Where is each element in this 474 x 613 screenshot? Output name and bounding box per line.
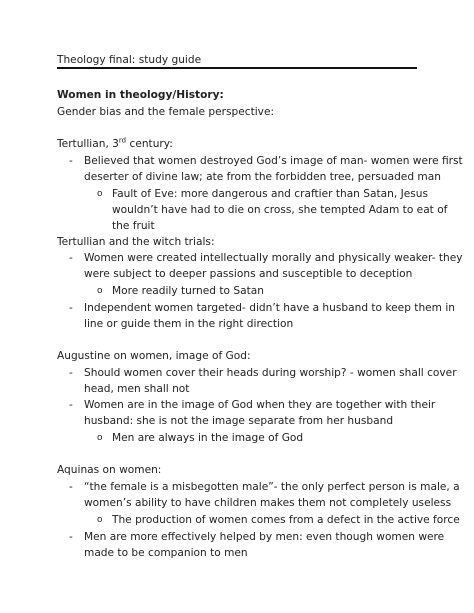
bullet-dash: - bbox=[69, 367, 73, 379]
bullet-text: Women were created intellectually morally and physically weaker- they bbox=[84, 252, 463, 264]
sub-bullet-text: Fault of Eve: more dangerous and craftier than Satan, Jesus bbox=[112, 188, 428, 200]
bullet-dash: - bbox=[69, 155, 73, 167]
sub-bullet-text: the fruit bbox=[112, 220, 155, 232]
sub-bullet-circle: o bbox=[97, 189, 103, 199]
bullet-dash: - bbox=[69, 531, 73, 543]
section-heading: Women in theology/History: bbox=[57, 89, 224, 101]
bullet-text: head, men shall not bbox=[84, 383, 190, 395]
sub-bullet-circle: o bbox=[97, 433, 103, 443]
sub-bullet-text: Men are always in the image of God bbox=[112, 432, 304, 444]
bullet-text: Women are in the image of God when they are together with their bbox=[84, 399, 436, 411]
aquinas-heading: Aquinas on women: bbox=[57, 464, 162, 476]
bullet-text: husband: she is not the image separate from her husband bbox=[84, 415, 394, 427]
bullet-text: were subject to deeper passions and susceptible to deception bbox=[84, 268, 413, 280]
bullet-dash: - bbox=[69, 481, 73, 493]
sub-bullet-text: More readily turned to Satan bbox=[112, 285, 264, 297]
bullet-text: Men are more effectively helped by men: even though women were bbox=[84, 531, 445, 543]
title-underline bbox=[57, 67, 417, 69]
sub-bullet-circle: o bbox=[97, 515, 103, 525]
bullet-text: Believed that women destroyed God’s image of man- women were first bbox=[84, 155, 463, 167]
bullet-text: line or guide them in the right direction bbox=[84, 318, 294, 330]
bullet-dash: - bbox=[69, 399, 73, 411]
bullet-text: Should women cover their heads during worship? - women shall cover bbox=[84, 367, 457, 379]
bullet-text: “the female is a misbegotten male”- the only perfect person is male, a bbox=[84, 481, 460, 493]
document-title: Theology final: study guide bbox=[57, 54, 202, 66]
sub-bullet-text: The production of women comes from a defect in the active force bbox=[112, 514, 460, 526]
bullet-text: Independent women targeted- didn’t have a husband to keep them in bbox=[84, 302, 456, 314]
bullet-dash: - bbox=[69, 302, 73, 314]
sub-bullet-text: wouldn’t have had to die on cross, she tempted Adam to eat of bbox=[112, 204, 448, 216]
section-subheading: Gender bias and the female perspective: bbox=[57, 106, 275, 118]
bullet-dash: - bbox=[69, 252, 73, 264]
bullet-text: women’s ability to have children makes them not completely useless bbox=[84, 497, 452, 509]
tertullian-heading: Tertullian, 3rd century: bbox=[57, 136, 173, 150]
sub-bullet-circle: o bbox=[97, 286, 103, 296]
augustine-heading: Augustine on women, image of God: bbox=[57, 350, 251, 362]
witch-trials-heading: Tertullian and the witch trials: bbox=[57, 236, 215, 248]
bullet-text: made to be companion to men bbox=[84, 547, 248, 559]
bullet-text: deserter of divine law; ate from the forbidden tree, persuaded man bbox=[84, 171, 441, 183]
